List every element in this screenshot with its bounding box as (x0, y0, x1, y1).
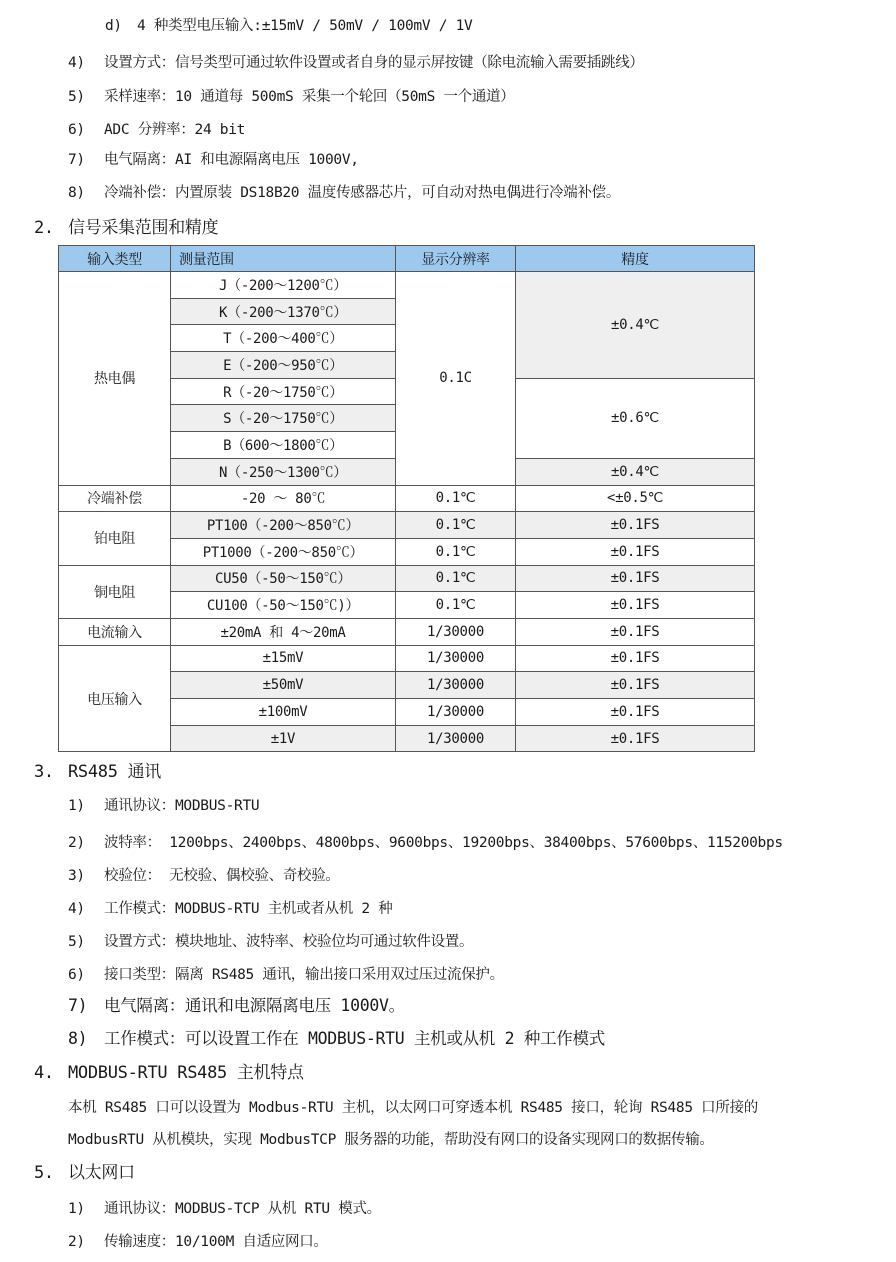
list-item (68, 1029, 605, 1049)
item-text: 校验位： 无校验、偶校验、奇校验。 (104, 868, 340, 884)
type-cell: 冷端补偿 (59, 485, 171, 512)
header-accuracy: 精度 (516, 246, 755, 272)
resolution-cell: 1/30000 (396, 699, 516, 726)
resolution-cell: 1/30000 (396, 618, 516, 645)
item-text: 工作模式：MODBUS-RTU 主机或者从机 2 种 (104, 901, 393, 917)
resolution-cell: 0.1℃ (396, 512, 516, 539)
resolution-cell: 1/30000 (396, 725, 516, 752)
accuracy-cell: ±0.6℃ (516, 378, 755, 458)
item-text: 波特率： 1200bps、2400bps、4800bps、9600bps、19200bps、38400bps、57600bps、115200bps (104, 835, 783, 851)
item-text: 冷端补偿：内置原装 DS18B20 温度传感器芯片，可自动对热电偶进行冷端补偿。 (104, 185, 621, 201)
list-item (68, 150, 359, 170)
item-text: 接口类型：隔离 RS485 通讯，输出接口采用双过压过流保护。 (104, 967, 504, 983)
item-number: 4) (68, 55, 85, 71)
item-text: ModbusRTU 从机模块，实现 ModbusTCP 服务器的功能，帮助没有网口的设备实现网口的数据传输。 (68, 1132, 714, 1148)
item-text: 以太网口 (68, 1163, 135, 1183)
range-cell: ±50mV (171, 672, 396, 699)
item-number: 2) (68, 1234, 85, 1250)
accuracy-cell: ±0.1FS (516, 512, 755, 539)
list-item (68, 1232, 328, 1252)
list-item (105, 16, 472, 36)
resolution-cell: 0.1℃ (396, 485, 516, 512)
section-heading (34, 1163, 135, 1183)
item-text: 传输速度：10/100M 自适应网口。 (104, 1234, 328, 1250)
accuracy-cell: ±0.1FS (516, 618, 755, 645)
paragraph-line (68, 1130, 714, 1150)
range-cell: K（-200～1370℃） (171, 298, 396, 325)
item-number: 7) (68, 152, 85, 168)
range-cell: E（-200～950℃） (171, 352, 396, 379)
header-input-type: 输入类型 (59, 246, 171, 272)
list-item (68, 899, 392, 919)
item-number: 1) (68, 798, 85, 814)
list-item (68, 996, 405, 1016)
accuracy-cell: ±0.4℃ (516, 272, 755, 379)
list-item (68, 796, 259, 816)
item-number: 6) (68, 967, 85, 983)
accuracy-cell: ±0.1FS (516, 565, 755, 592)
list-item (68, 53, 644, 73)
item-text: 通讯协议：MODBUS-RTU (104, 798, 260, 814)
type-cell: 电压输入 (59, 645, 171, 752)
section-heading (34, 1063, 304, 1083)
item-text: MODBUS-RTU RS485 主机特点 (68, 1063, 304, 1083)
range-cell: S（-20～1750℃） (171, 405, 396, 432)
type-cell: 铜电阻 (59, 565, 171, 618)
header-resolution: 显示分辨率 (396, 246, 516, 272)
item-number: 3. (34, 762, 54, 782)
list-item (68, 866, 340, 886)
item-number: 3) (68, 868, 85, 884)
table-row (59, 485, 755, 512)
accuracy-cell: <±0.5℃ (516, 485, 755, 512)
item-text: 设置方式：模块地址、波特率、校验位均可通过软件设置。 (104, 934, 474, 950)
item-text: 通讯协议：MODBUS-TCP 从机 RTU 模式。 (104, 1201, 381, 1217)
item-text: ADC 分辨率：24 bit (104, 122, 246, 138)
resolution-cell: 0.1℃ (396, 592, 516, 619)
accuracy-cell: ±0.1FS (516, 699, 755, 726)
range-cell: T（-200～400℃） (171, 325, 396, 352)
range-cell: ±100mV (171, 699, 396, 726)
accuracy-cell: ±0.1FS (516, 645, 755, 672)
range-cell: PT1000（-200～850℃） (171, 538, 396, 565)
item-text: 电气隔离：AI 和电源隔离电压 1000V, (104, 152, 359, 168)
list-item (68, 932, 473, 952)
item-number: 4) (68, 901, 85, 917)
item-number: 7) (68, 996, 88, 1015)
table-row (59, 272, 755, 299)
table-header-row (59, 246, 755, 272)
item-text: 4 种类型电压输入:±15mV / 50mV / 100mV / 1V (137, 18, 473, 34)
item-number: 8) (68, 185, 85, 201)
range-cell: ±15mV (171, 645, 396, 672)
resolution-cell: 1/30000 (396, 645, 516, 672)
accuracy-cell: ±0.4℃ (516, 458, 755, 485)
accuracy-cell: ±0.1FS (516, 538, 755, 565)
range-cell: -20 ～ 80℃ (171, 485, 396, 512)
range-cell: CU100（-50～150℃)） (171, 592, 396, 619)
range-cell: CU50（-50～150℃） (171, 565, 396, 592)
header-range: 测量范围 (171, 246, 396, 272)
range-cell: B（600～1800℃） (171, 432, 396, 459)
range-cell: N（-250～1300℃） (171, 458, 396, 485)
section-heading (34, 762, 161, 782)
table-row (59, 512, 755, 539)
resolution-cell: 0.1℃ (396, 538, 516, 565)
list-item (68, 833, 783, 853)
range-cell: ±1V (171, 725, 396, 752)
item-text: RS485 通讯 (68, 762, 162, 782)
table-row (59, 565, 755, 592)
range-cell: ±20mA 和 4～20mA (171, 618, 396, 645)
signal-range-table (58, 245, 755, 752)
item-number: d) (105, 18, 122, 34)
item-text: 本机 RS485 口可以设置为 Modbus-RTU 主机，以太网口可穿透本机 RS485 接口，轮询 RS485 口所接的 (68, 1100, 758, 1116)
item-number: 2. (34, 218, 54, 238)
list-item (68, 87, 514, 107)
list-item (68, 120, 245, 140)
type-cell: 铂电阻 (59, 512, 171, 565)
section-heading (34, 218, 218, 238)
item-number: 1) (68, 1201, 85, 1217)
item-number: 6) (68, 122, 85, 138)
item-text: 电气隔离：通讯和电源隔离电压 1000V。 (104, 996, 405, 1015)
type-cell: 热电偶 (59, 272, 171, 486)
paragraph-line (68, 1098, 758, 1118)
resolution-cell: 0.1℃ (396, 565, 516, 592)
type-cell: 电流输入 (59, 618, 171, 645)
accuracy-cell: ±0.1FS (516, 725, 755, 752)
item-number: 5) (68, 934, 85, 950)
range-cell: J（-200～1200℃） (171, 272, 396, 299)
item-text: 设置方式：信号类型可通过软件设置或者自身的显示屏按键（除电流输入需要插跳线） (104, 55, 644, 71)
list-item (68, 183, 620, 203)
resolution-cell: 0.1C (396, 272, 516, 486)
item-number: 5. (34, 1163, 54, 1183)
accuracy-cell: ±0.1FS (516, 592, 755, 619)
resolution-cell: 1/30000 (396, 672, 516, 699)
range-cell: R（-20～1750℃） (171, 378, 396, 405)
accuracy-cell: ±0.1FS (516, 672, 755, 699)
item-text: 信号采集范围和精度 (68, 218, 219, 238)
range-cell: PT100（-200～850℃） (171, 512, 396, 539)
item-text: 工作模式：可以设置工作在 MODBUS-RTU 主机或从机 2 种工作模式 (104, 1029, 605, 1048)
item-number: 5) (68, 89, 85, 105)
list-item (68, 965, 504, 985)
item-number: 4. (34, 1063, 54, 1083)
item-number: 2) (68, 835, 85, 851)
list-item (68, 1199, 381, 1219)
table-row (59, 618, 755, 645)
table-row (59, 645, 755, 672)
item-text: 采样速率：10 通道每 500mS 采集一个轮回（50mS 一个通道） (104, 89, 515, 105)
item-number: 8) (68, 1029, 88, 1048)
